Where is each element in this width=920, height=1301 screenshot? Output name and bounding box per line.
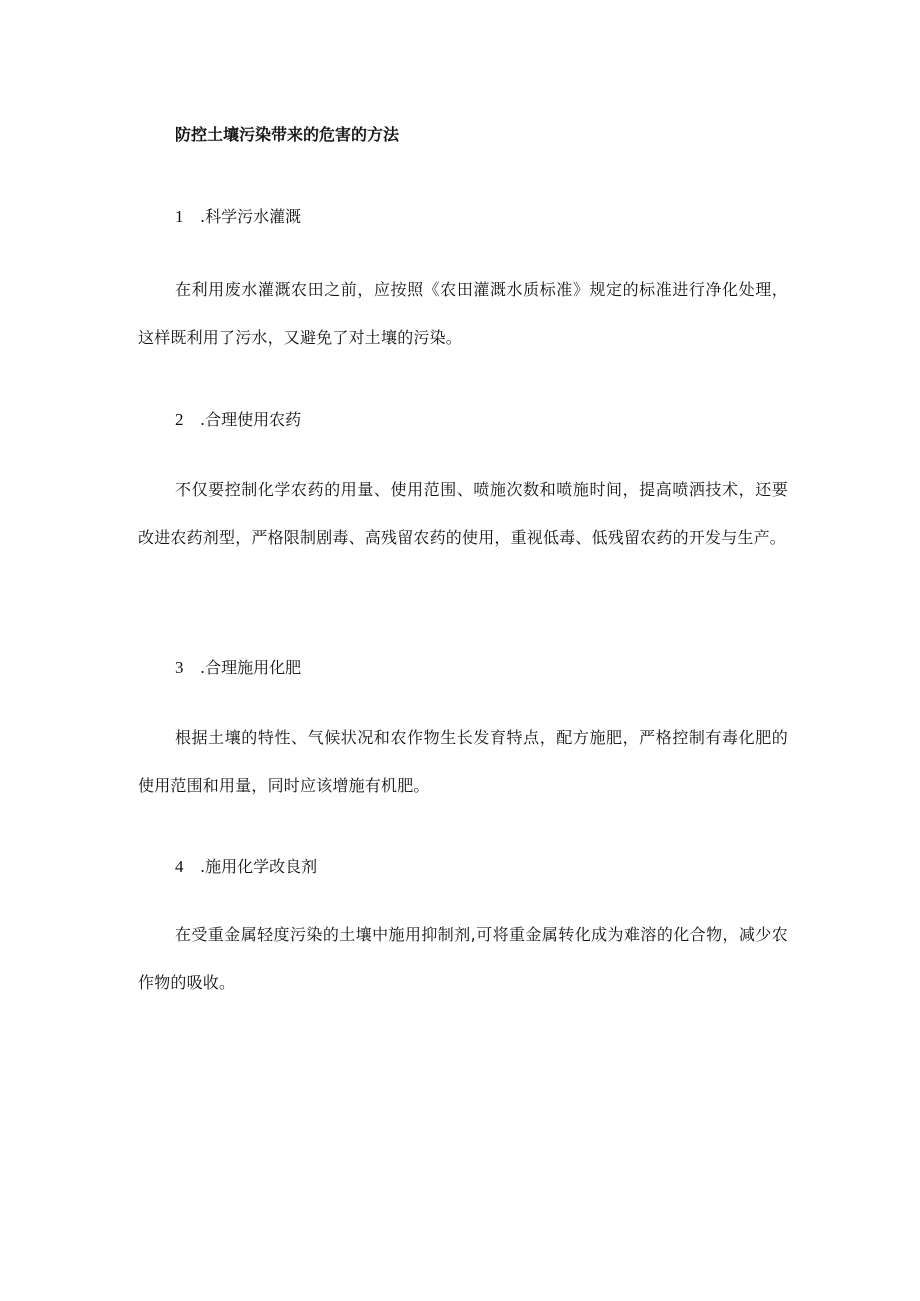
section-heading-1 bbox=[175, 206, 301, 228]
section-body-4: 在受重金属轻度污染的土壤中施用抑制剂,可将重金属转化成为难溶的化合物，减少农作物的吸收。 bbox=[138, 925, 788, 992]
section-number: 2 bbox=[175, 410, 184, 429]
section-separator: . bbox=[200, 658, 206, 677]
section-number: 4 bbox=[175, 857, 184, 876]
section-heading-2 bbox=[175, 409, 301, 431]
section-heading-text: 合理施用化肥 bbox=[205, 658, 302, 677]
section-body-1: 在利用废水灌溉农田之前，应按照《农田灌溉水质标准》规定的标准进行净化处理，这样既利用了污水，又避免了对土壤的污染。 bbox=[138, 280, 788, 347]
section-heading-text: 科学污水灌溉 bbox=[205, 207, 302, 226]
section-number: 1 bbox=[175, 207, 184, 226]
section-heading-3 bbox=[175, 657, 301, 679]
section-number: 3 bbox=[175, 658, 184, 677]
section-separator: . bbox=[200, 410, 206, 429]
section-body-3: 根据土壤的特性、气候状况和农作物生长发育特点，配方施肥，严格控制有毒化肥的使用范围和用量，同时应该增施有机肥。 bbox=[138, 728, 788, 795]
document-title: 防控土壤污染带来的危害的方法 bbox=[175, 125, 400, 144]
section-heading-4 bbox=[175, 856, 317, 878]
section-heading-text: 施用化学改良剂 bbox=[205, 857, 318, 876]
section-heading-text: 合理使用农药 bbox=[205, 410, 302, 429]
section-separator: . bbox=[200, 207, 206, 226]
section-separator: . bbox=[200, 857, 206, 876]
section-body-2: 不仅要控制化学农药的用量、使用范围、喷施次数和喷施时间，提高喷洒技术，还要改进农药剂型，严格限制剧毒、高残留农药的使用，重视低毒、低残留农药的开发与生产。 bbox=[138, 480, 788, 547]
